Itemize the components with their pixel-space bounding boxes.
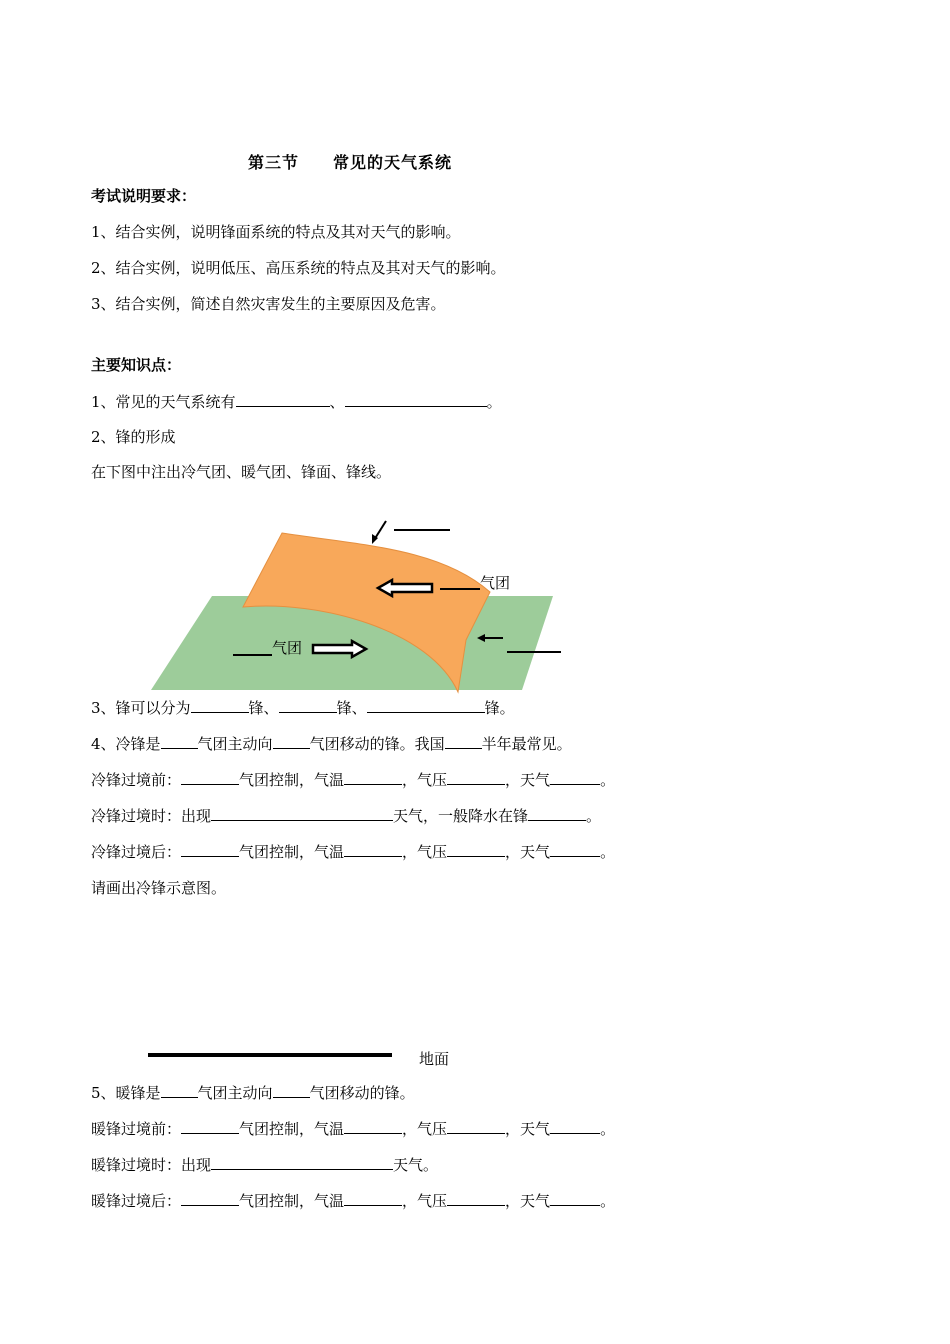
blank[interactable] xyxy=(447,842,505,857)
exam-item-3: 3、结合实例，简述自然灾害发生的主要原因及危害。 xyxy=(91,295,446,313)
question-5: 5、暖锋是 气团主动向 气团移动的锋。 xyxy=(91,1084,415,1102)
blank[interactable] xyxy=(211,1155,393,1170)
blank[interactable] xyxy=(191,698,249,713)
blank[interactable] xyxy=(367,698,485,713)
cold-front-before: 冷锋过境前： 气团控制，气温 ，气压 ，天气 。 xyxy=(91,771,616,789)
blank[interactable] xyxy=(279,698,337,713)
blank[interactable] xyxy=(211,806,393,821)
question-1: 1、常见的天气系统有 、 。 xyxy=(91,393,502,411)
exam-heading: 考试说明要求： xyxy=(91,187,197,205)
blank[interactable] xyxy=(344,842,402,857)
warm-front-before: 暖锋过境前： 气团控制，气温 ，气压 ，天气 。 xyxy=(91,1120,616,1138)
warm-front-during: 暖锋过境时：出现 天气。 xyxy=(91,1156,439,1174)
draw-instruction: 请画出冷锋示意图。 xyxy=(91,879,227,897)
blank[interactable] xyxy=(445,734,482,749)
blank[interactable] xyxy=(181,770,239,785)
question-2: 2、锋的形成 xyxy=(91,428,176,446)
blank[interactable] xyxy=(447,770,505,785)
blank[interactable] xyxy=(181,1119,239,1134)
exam-item-1: 1、结合实例，说明锋面系统的特点及其对天气的影响。 xyxy=(91,223,461,241)
blank[interactable] xyxy=(344,770,402,785)
question-3: 3、锋可以分为 锋、 锋、 锋。 xyxy=(91,699,515,717)
blank[interactable] xyxy=(181,842,239,857)
warm-front-after: 暖锋过境后： 气团控制，气温 ，气压 ，天气 。 xyxy=(91,1192,616,1210)
section-number: 第三节 xyxy=(248,153,300,172)
blank[interactable] xyxy=(273,734,310,749)
ground-label: 地面 xyxy=(419,1050,450,1068)
ground-line xyxy=(148,1053,392,1057)
blank[interactable] xyxy=(273,1083,310,1098)
question-2-instruction: 在下图中注出冷气团、暖气团、锋面、锋线。 xyxy=(91,463,392,481)
blank[interactable] xyxy=(181,1191,239,1206)
blank[interactable] xyxy=(528,806,586,821)
section-name: 常见的天气系统 xyxy=(333,153,453,172)
diagram-label-upper: 气团 xyxy=(480,574,511,592)
blank[interactable] xyxy=(161,734,198,749)
blank[interactable] xyxy=(550,1191,600,1206)
knowledge-heading: 主要知识点： xyxy=(91,356,182,374)
exam-item-2: 2、结合实例，说明低压、高压系统的特点及其对天气的影响。 xyxy=(91,259,506,277)
blank[interactable] xyxy=(447,1191,505,1206)
question-4: 4、冷锋是 气团主动向 气团移动的锋。我国 半年最常见。 xyxy=(91,735,572,753)
blank[interactable] xyxy=(550,770,600,785)
diagram-label-lower: 气团 xyxy=(272,639,303,657)
blank[interactable] xyxy=(161,1083,198,1098)
blank[interactable] xyxy=(550,1119,600,1134)
blank[interactable] xyxy=(550,842,600,857)
blank[interactable] xyxy=(344,1119,402,1134)
cold-front-during: 冷锋过境时：出现 天气，一般降水在锋 。 xyxy=(91,807,602,825)
blank[interactable] xyxy=(447,1119,505,1134)
cold-front-after: 冷锋过境后： 气团控制，气温 ，气压 ，天气 。 xyxy=(91,843,616,861)
blank[interactable] xyxy=(344,1191,402,1206)
